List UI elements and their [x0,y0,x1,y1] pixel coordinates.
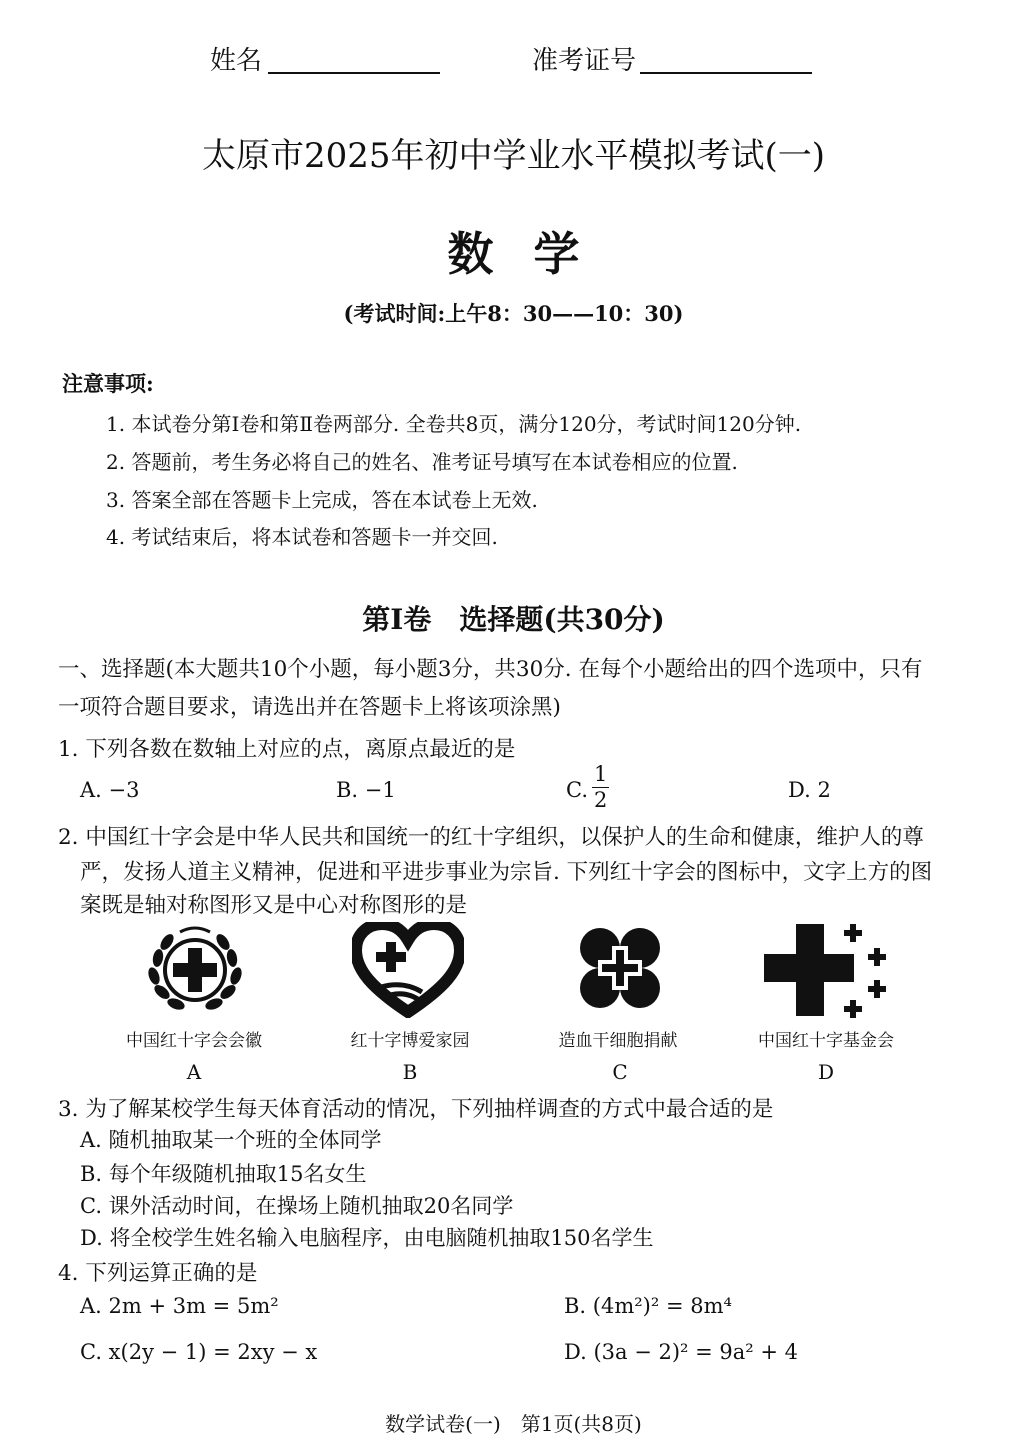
exam-id-blank [640,72,812,74]
red-cross-emblem-icon [140,918,250,1018]
question-1-option-c-label: C. [566,778,588,802]
section-title: 第Ⅰ卷 选择题(共30分) [362,603,665,636]
section-intro-line: 一项符合题目要求，请选出并在答题卡上将该项涂黑) [58,695,561,720]
fraction-numerator: 1 [594,762,608,786]
subject-title: 数学 [447,227,620,281]
question-3-stem: 3. 为了解某校学生每天体育活动的情况，下列抽样调查的方式中最合适的是 [58,1097,774,1122]
question-2-stem-line: 案既是轴对称图形又是中心对称图形的是 [80,893,468,918]
logo-d-caption: 中国红十字基金会 [758,1031,894,1051]
notice-title: 注意事项: [62,371,154,396]
notice-item: 4. 考试结束后，将本试卷和答题卡一并交回. [106,525,498,549]
question-3-option-b: B. 每个年级随机抽取15名女生 [80,1162,367,1186]
logo-c-caption: 造血干细胞捐献 [558,1031,678,1051]
question-3-option-c: C. 课外活动时间，在操场上随机抽取20名同学 [80,1194,514,1218]
notice-item: 3. 答案全部在答题卡上完成，答在本试卷上无效. [106,488,538,512]
question-1-option-a: A. −3 [80,778,140,802]
heart-cross-icon [352,922,464,1018]
question-3-option-a: A. 随机抽取某一个班的全体同学 [80,1128,382,1152]
question-4-option-d: D. (3a − 2)² = 9a² + 4 [564,1340,798,1364]
exam-time: (考试时间:上午8：30——10：30) [343,301,684,326]
question-2-stem-line: 严，发扬人道主义精神，促进和平进步事业为宗旨. 下列红十字会的图标中，文字上方的图 [80,860,933,885]
large-cross-icon [760,920,890,1020]
name-label: 姓名 [210,46,263,76]
question-3-option-d: D. 将全校学生姓名输入电脑程序，由电脑随机抽取150名学生 [80,1226,654,1250]
question-4-stem: 4. 下列运算正确的是 [58,1261,258,1286]
notice-item: 2. 答题前，考生务必将自己的姓名、准考证号填写在本试卷相应的位置. [106,450,738,474]
exam-id-label: 准考证号 [532,46,637,76]
question-4-option-c: C. x(2y − 1) = 2xy − x [80,1340,318,1364]
logo-c-letter: C [612,1060,628,1084]
question-2-stem-line: 2. 中国红十字会是中华人民共和国统一的红十字组织，以保护人的生命和健康，维护人的尊 [58,825,924,850]
logo-b-letter: B [402,1060,418,1084]
question-4-option-b: B. (4m²)² = 8m⁴ [564,1294,732,1318]
question-1-stem: 1. 下列各数在数轴上对应的点，离原点最近的是 [58,737,516,762]
fraction-denominator: 2 [594,788,608,812]
question-1-option-b: B. −1 [336,778,396,802]
exam-title: 太原市2025年初中学业水平模拟考试(一) [201,136,826,176]
logo-a-caption: 中国红十字会会徽 [126,1031,262,1051]
logo-b-caption: 红十字博爱家园 [350,1031,470,1051]
page-footer: 数学试卷(一) 第1页(共8页) [385,1412,642,1436]
section-intro-line: 一、选择题(本大题共10个小题，每小题3分，共30分. 在每个小题给出的四个选项中，只有 [58,657,923,682]
logo-d-letter: D [817,1060,835,1084]
notice-item: 1. 本试卷分第Ⅰ卷和第Ⅱ卷两部分. 全卷共8页，满分120分，考试时间120分钟. [106,412,802,436]
clover-cross-icon [570,922,670,1018]
question-4-option-a: A. 2m + 3m = 5m² [80,1294,279,1318]
question-1-option-c-fraction [592,764,609,811]
question-1-option-d: D. 2 [788,778,831,802]
logo-a-letter: A [186,1060,202,1084]
name-blank [268,72,440,74]
